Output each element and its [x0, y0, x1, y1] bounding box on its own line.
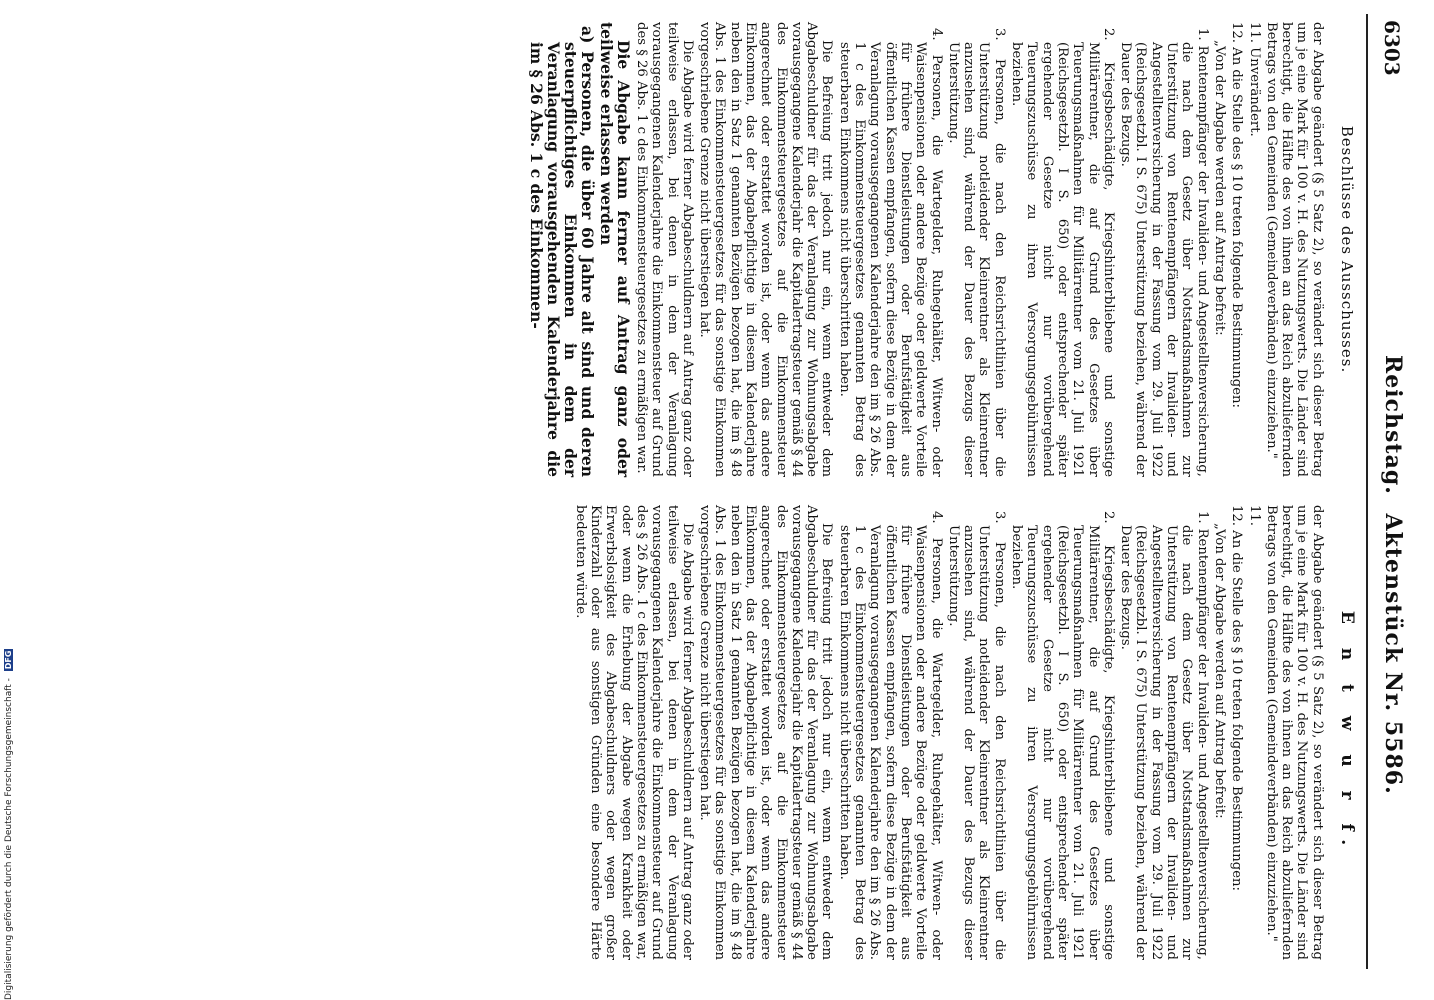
- page-header: [1370, 0, 1410, 1000]
- item-12: 12. An die Stelle des § 10 treten folgende Bestimmungen:: [1229, 22, 1245, 408]
- paragraph: Die Abgabe wird ferner Abgabeschuldnern auf Antrag ganz oder teilweise erlassen, bei denen in dem der Veranlagung vorausgegangenen Kalenderjahre die Einkommensteuer auf Grund des § 26 Abs. 1 c des Einkommensteuergesetzes zu ermäßigen war, oder wenn die Erhebung der Abgabe wegen Krankheit oder Erwerbslosigkeit des Abgabeschuldners oder wegen großer Kinderzahl oder aus sonstigen Gründen eine besondere Härte bedeuten würde.: [572, 505, 695, 960]
- lead-paragraph: der Abgabe geändert (§ 5 Satz 2), so verändert sich dieser Betrag um je eine Mark für 100 v. H. des Nutzungswerts. Die Länder sind berechtigt, die Hälfte des von ihnen an das Reich abzuliefernden Betrags von den Gemeinden (Gemeindeverbänden) einzuziehen.": [1263, 22, 1325, 477]
- list-item: 3. Personen, die nach den Reichsrichtlinien über die Unterstützung notleidender Kleinrentner als Kleinrentner anzusehen sind, während der Dauer des Bezugs dieser Unterstützung.: [945, 511, 1007, 960]
- list-item: 2. Kriegsbeschädigte, Kriegshinterbliebene und sonstige Militärrentner, die auf Grund des Gesetzes über Teuerungsmaßnahmen für Militärrentner vom 21. Juli 1921 (Reichsgesetzbl. I S. 650) oder entsprechender später ergehender Gesetze nicht nur vorübergehend Teuerungszuschüsse zu ihren Versorgungsgebührnissen beziehen.: [1009, 28, 1116, 477]
- paragraph: Die Befreiung tritt jedoch nur ein, wenn entweder dem Abgabeschuldner für das der Veranlagung zur Wohnungsabgabe vorausgegangene Kalenderjahr die Kapitalertragsteuer gemäß § 44 des Einkommensteuergesetzes auf die Einkommensteuer angerechnet oder erstattet worden ist, oder wenn das andere Einkommen, das der Abgabepflichtige in diesem Kalenderjahre neben den in Satz 1 genannten Bezügen bezogen hat, die im § 48 Abs. 1 des Einkommensteuergesetzes für das sonstige Einkommen vorgeschriebene Grenze nicht überstiegen hat.: [697, 505, 835, 960]
- list-item: 1. Rentenempfänger der Invaliden- und Angestelltenversicherung, die nach dem Gesetz über Notstandsmaßnahmen zur Unterstützung von Rentenempfängern der Invaliden- und Angestelltenversicherung in der Fassung vom 29. Juli 1922 (Reichsgesetzbl. I S. 675) Unterstützung beziehen, während der Dauer des Bezugs.: [1118, 511, 1210, 960]
- intro-line: „Von der Abgabe werden auf Antrag befreit:: [1211, 523, 1227, 819]
- credit-text: Digitalisierung gefördert durch die Deutsche Forschungsgemeinschaft -: [4, 678, 14, 1000]
- item-11: 11. Unverändert.: [1246, 22, 1262, 137]
- draft-column: [570, 505, 1357, 960]
- paragraph: Die Befreiung tritt jedoch nur ein, wenn entweder dem Abgabeschuldner für das der Veranlagung zur Wohnungsabgabe vorausgegangene Kalenderjahr die Kapitalertragsteuer gemäß § 44 des Einkommensteuergesetzes auf die Einkommensteuer angerechnet oder erstattet worden ist, oder wenn das andere Einkommen, das der Abgabepflichtige in diesem Kalenderjahre neben den in Satz 1 genannten Bezügen bezogen hat, die im § 48 Abs. 1 des Einkommensteuergesetzes für das sonstige Einkommen vorgeschriebene Grenze nicht überstiegen hat.: [697, 22, 835, 477]
- exemption-list: [837, 505, 1210, 960]
- list-item: 2. Kriegsbeschädigte, Kriegshinterbliebene und sonstige Militärrentner, die auf Grund des Gesetzes über Teuerungsmaßnahmen für Militärrentner vom 21. Juli 1921 (Reichsgesetzbl. I S. 650) oder entsprechender später ergehender Gesetze nicht nur vorübergehend Teuerungszuschüsse zu ihren Versorgungsgebührnissen beziehen.: [1009, 511, 1116, 960]
- exemption-list: [837, 22, 1210, 477]
- column-heading: Beschlüsse des Ausschusses.: [1338, 125, 1356, 374]
- dfg-logo: DFG: [4, 650, 13, 670]
- list-item: 4. Personen, die Wartegelder, Ruhegehälter, Witwen- oder Waisenpensionen oder andere Bezüge oder geldwerte Vorteile für frühere Dienstleistungen oder Berufstätigkeit aus öffentlichen Kassen empfangen, sofern diese Bezüge in dem der Veranlagung vorausgegangenen Kalenderjahre den im § 26 Abs. 1 c des Einkommensteuergesetzes genannten Betrag des steuerbaren Einkommens nicht überschritten haben.: [836, 28, 944, 477]
- running-title: [1380, 355, 1406, 805]
- page-number: 6303: [1380, 20, 1404, 76]
- paragraph: Die Abgabe wird ferner Abgabeschuldnern auf Antrag ganz oder teilweise erlassen, bei denen in dem der Veranlagung vorausgegangenen Kalenderjahre die Einkommensteuer auf Grund des § 26 Abs. 1 c des Einkommensteuergesetzes zu ermäßigen war.: [633, 22, 695, 477]
- intro-line: „Von der Abgabe werden auf Antrag befreit:: [1211, 40, 1227, 336]
- list-item: 3. Personen, die nach den Reichsrichtlinien über die Unterstützung notleidender Kleinrentner als Kleinrentner anzusehen sind, während der Dauer des Bezugs dieser Unterstützung.: [945, 28, 1007, 477]
- committee-decisions-column: [526, 22, 1354, 477]
- column-heading: E n t w u r f.: [1337, 610, 1357, 855]
- lead-paragraph: der Abgabe geändert (§ 5 Satz 2), so verändert sich dieser Betrag um je eine Mark für 100 v. H. des Nutzungswerts. Die Länder sind berechtigt, die Hälfte des von ihnen an das Reich abzuliefernden Betrags von den Gemeinden (Gemeindeverbänden) einzuziehen.": [1263, 505, 1325, 960]
- list-item: 4. Personen, die Wartegelder, Ruhegehälter, Witwen- oder Waisenpensionen oder andere Bezüge oder geldwerte Vorteile für frühere Dienstleistungen oder Berufstätigkeit aus öffentlichen Kassen empfangen, sofern diese Bezüge in dem der Veranlagung vorausgegangenen Kalenderjahre den im § 26 Abs. 1 c des Einkommensteuergesetzes genannten Betrag des steuerbaren Einkommens nicht überschritten haben.: [836, 511, 944, 960]
- item-11: 11.: [1246, 505, 1262, 526]
- digitization-credit: [4, 600, 22, 1000]
- header-rule: [1366, 14, 1368, 969]
- document-number: Aktenstück Nr. 5586.: [1380, 513, 1406, 795]
- bold-paragraph: Die Abgabe kann ferner auf Antrag ganz oder teilweise erlassen werden: [596, 22, 633, 477]
- list-item: 1. Rentenempfänger der Invaliden- und Angestelltenversicherung, die nach dem Gesetz über Notstandsmaßnahmen zur Unterstützung von Rentenempfängern der Invaliden- und Angestelltenversicherung in der Fassung vom 29. Juli 1922 (Reichsgesetzbl. I S. 675) Unterstützung beziehen, während der Dauer des Bezugs.: [1118, 28, 1210, 477]
- item-12: 12. An die Stelle des § 10 treten folgende Bestimmungen:: [1229, 505, 1245, 891]
- bold-list-item: a) Personen, die über 60 Jahre alt sind und deren steuerpflichtiges Einkommen in dem der Veranlagung vorausgehenden Kalenderjahre die im § 26 Abs. 1 c des Einkommen-: [526, 26, 597, 477]
- publication-name: Reichstag.: [1380, 355, 1406, 495]
